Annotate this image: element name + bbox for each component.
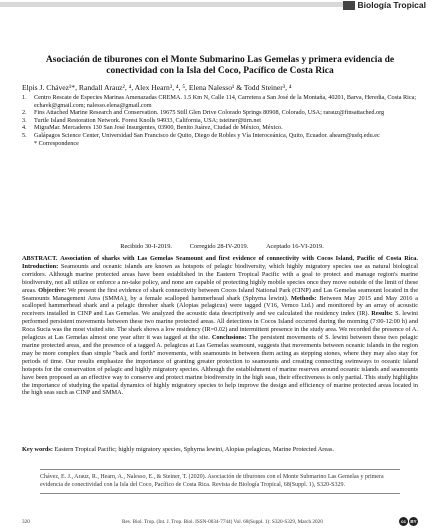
journal-brand bbox=[343, 0, 426, 10]
introduction-text: Seamounts and oceanic islands are known as hotspots of pelagic biodiversity, which highly migratory species use as natural biological corridors. Although marine protected areas have been established in the Eastern Tropical Pacific with a goal to protect and manage region's marine biodiversity, not all utilize or enforce a no-take policy, and none are capable of protecting highly mobile species once they move outside of the limit of these areas. bbox=[22, 262, 418, 294]
affiliation-item: 5. Galápagos Science Center, Universidad San Francisco de Quito, Diego de Robles y Vía Interoceánica, Quito, Ecuador. ahearn@usfq.edu.ec bbox=[22, 131, 380, 139]
keywords bbox=[22, 446, 418, 454]
top-bar bbox=[0, 0, 440, 9]
page-number: 320 bbox=[22, 519, 30, 525]
journal-citation-footer: Rev. Biol. Trop. (Int. J. Trop. Biol. ISSN-0034-7744) Vol. 68(Suppl. 1): S320-S329, March 2020 bbox=[122, 519, 323, 525]
keywords-label: Key words: bbox=[22, 446, 53, 453]
objective-label: Objective: bbox=[38, 286, 67, 294]
accepted-date: Aceptado 16-VI-2019. bbox=[265, 243, 324, 250]
affiliation-item: 3. Turtle Island Restoration Network. Forest Knolls 94933, California, USA; tsteiner@tirn.net bbox=[22, 116, 261, 124]
by-icon: BY bbox=[410, 519, 417, 524]
affiliation-item: 4. MigraMar. Mercaderes 130 San José Insurgentes, 03900, Benito Juárez, Ciudad de México, México. bbox=[22, 124, 283, 132]
abstract-label: ABSTRACT. bbox=[22, 255, 58, 262]
abstract-title: Association of sharks with Las Gemelas Seamount and first evidence of connectivity with Cocos Island, Pacific of Costa Rica. bbox=[60, 255, 419, 262]
received-date: Recibido 30-I-2019. bbox=[120, 243, 173, 250]
conclusions-label: Conclusions: bbox=[211, 334, 247, 342]
conclusions-text: The persistent movements of S. lewini between these two pelagic marine protected areas, and the presence of a tagged A. pelagicus at Las Gemelas seamount, suggests that movements between oceanic islands in the region may be more complex than simple "back and forth" movements, with seamounts in between them acting as stepping stones, where they may also stay for periods of time. Our results emphasize the importance of granting greater protection to seamounts and creating connecting swimways to oceanic island hotspots for the conservation of pelagic and highly migratory species. Although the establishment of marine reserves around oceanic islands and seamounts have been proposed as an effective way to conserve and protect marine biodiversity in the high seas, their effectiveness is only partial. This study highlights the importance of studying the spatial dynamics of highly migratory species to help improve the design and efficiency of marine protected areas located in the high seas such as CINP and SMMA. bbox=[22, 334, 418, 397]
methods-text: Between May 2015 and May 2016 a scalloped hammerhead shark and a pelagic thresher shark (Alopias pelagicus) were tagged (V16, Vemco Ltd.) and monitored by an array of acoustic receivers installed in CINP and Las Gemelas. We analyzed the acoustic data descriptively and we calculated the residency index (IR). bbox=[22, 294, 418, 318]
corrected-date: Corregido 28-IV-2019. bbox=[189, 243, 249, 250]
methods-label: Methods: bbox=[291, 294, 317, 302]
journal-brand-text: Biología Tropical bbox=[357, 0, 426, 10]
objective-text: We present the first evidence of shark connectivity between Cocos Island National Park (CINP) and Las Gemelas seamount located in the Seamounts Management Area (SMMA), by a female scalloped hammerhead shark (Sphyrna lewini). bbox=[22, 286, 418, 302]
keywords-text: Eastern Tropical Pacific; highly migratory species, Sphyrna lewini, Alopias pelagicus, Marine Protected Areas. bbox=[54, 446, 334, 453]
article-dates bbox=[22, 243, 422, 250]
affiliation-item: 2. Fins Attached Marine Research and Conservation. 19675 Still Glen Drive Colorado Springs 80908, Colorado, USA; rarauz@finsattached.org bbox=[22, 109, 385, 117]
affiliations bbox=[22, 94, 422, 147]
abstract bbox=[22, 255, 418, 397]
page-footer bbox=[22, 518, 418, 528]
creative-commons-badge[interactable] bbox=[399, 517, 418, 526]
header-rule bbox=[0, 2, 350, 7]
affiliation-item: 1. Centro Rescate de Especies Marinas Amenazadas CREMA. 1.5 Km N, Calle 114, Carretera a San José de la Montaña, 40201, Barva, Heredia, Costa Rica; echavk@gmail.com; nalesso.elena@gmail.com bbox=[22, 94, 417, 109]
article-title: Asociación de tiburones con el Monte Submarino Las Gemelas y primera evidencia de conectividad con la Isla del Coco, Pacífico de Costa Rica bbox=[45, 55, 395, 76]
cc-icon: cc bbox=[400, 519, 406, 524]
correspondence-note: * Correspondence bbox=[34, 139, 79, 147]
journal-logo-icon bbox=[343, 1, 355, 10]
results-text: S. lewini performed persistent movements between these two marine protected areas. All detections in Cocos Island occurred during the morning (7:00-12:00 h) and Roca Sucia was the most visited site. The shark shows a low residency (IR=0.02) and intermittent presence in the study area. We recorded the presence of A. pelagicus at Las Gemelas almost one year after it was tagged at the site. bbox=[22, 310, 419, 342]
citation-box: Chávez, E. J., Arauz, R., Hearn, A., Nalesso, E., & Steiner, T. (2020). Asociación de tiburones con el Monte Submarino Las Gemelas y primera evidencia de conectividad con la Isla del Coco, Pacífico de Costa Rica. Revista de Biología Tropical, 68(Suppl. 1), S320-S329. bbox=[40, 469, 400, 494]
results-label: Results: bbox=[371, 310, 393, 318]
introduction-label: Introduction: bbox=[22, 262, 59, 270]
author-list: Elpis J. Chávez¹*, Randall Arauz², ⁴, Alex Hearn³, ⁴, ⁵, Elena Nalesso¹ & Todd Steiner³, ⁴ bbox=[22, 83, 292, 92]
